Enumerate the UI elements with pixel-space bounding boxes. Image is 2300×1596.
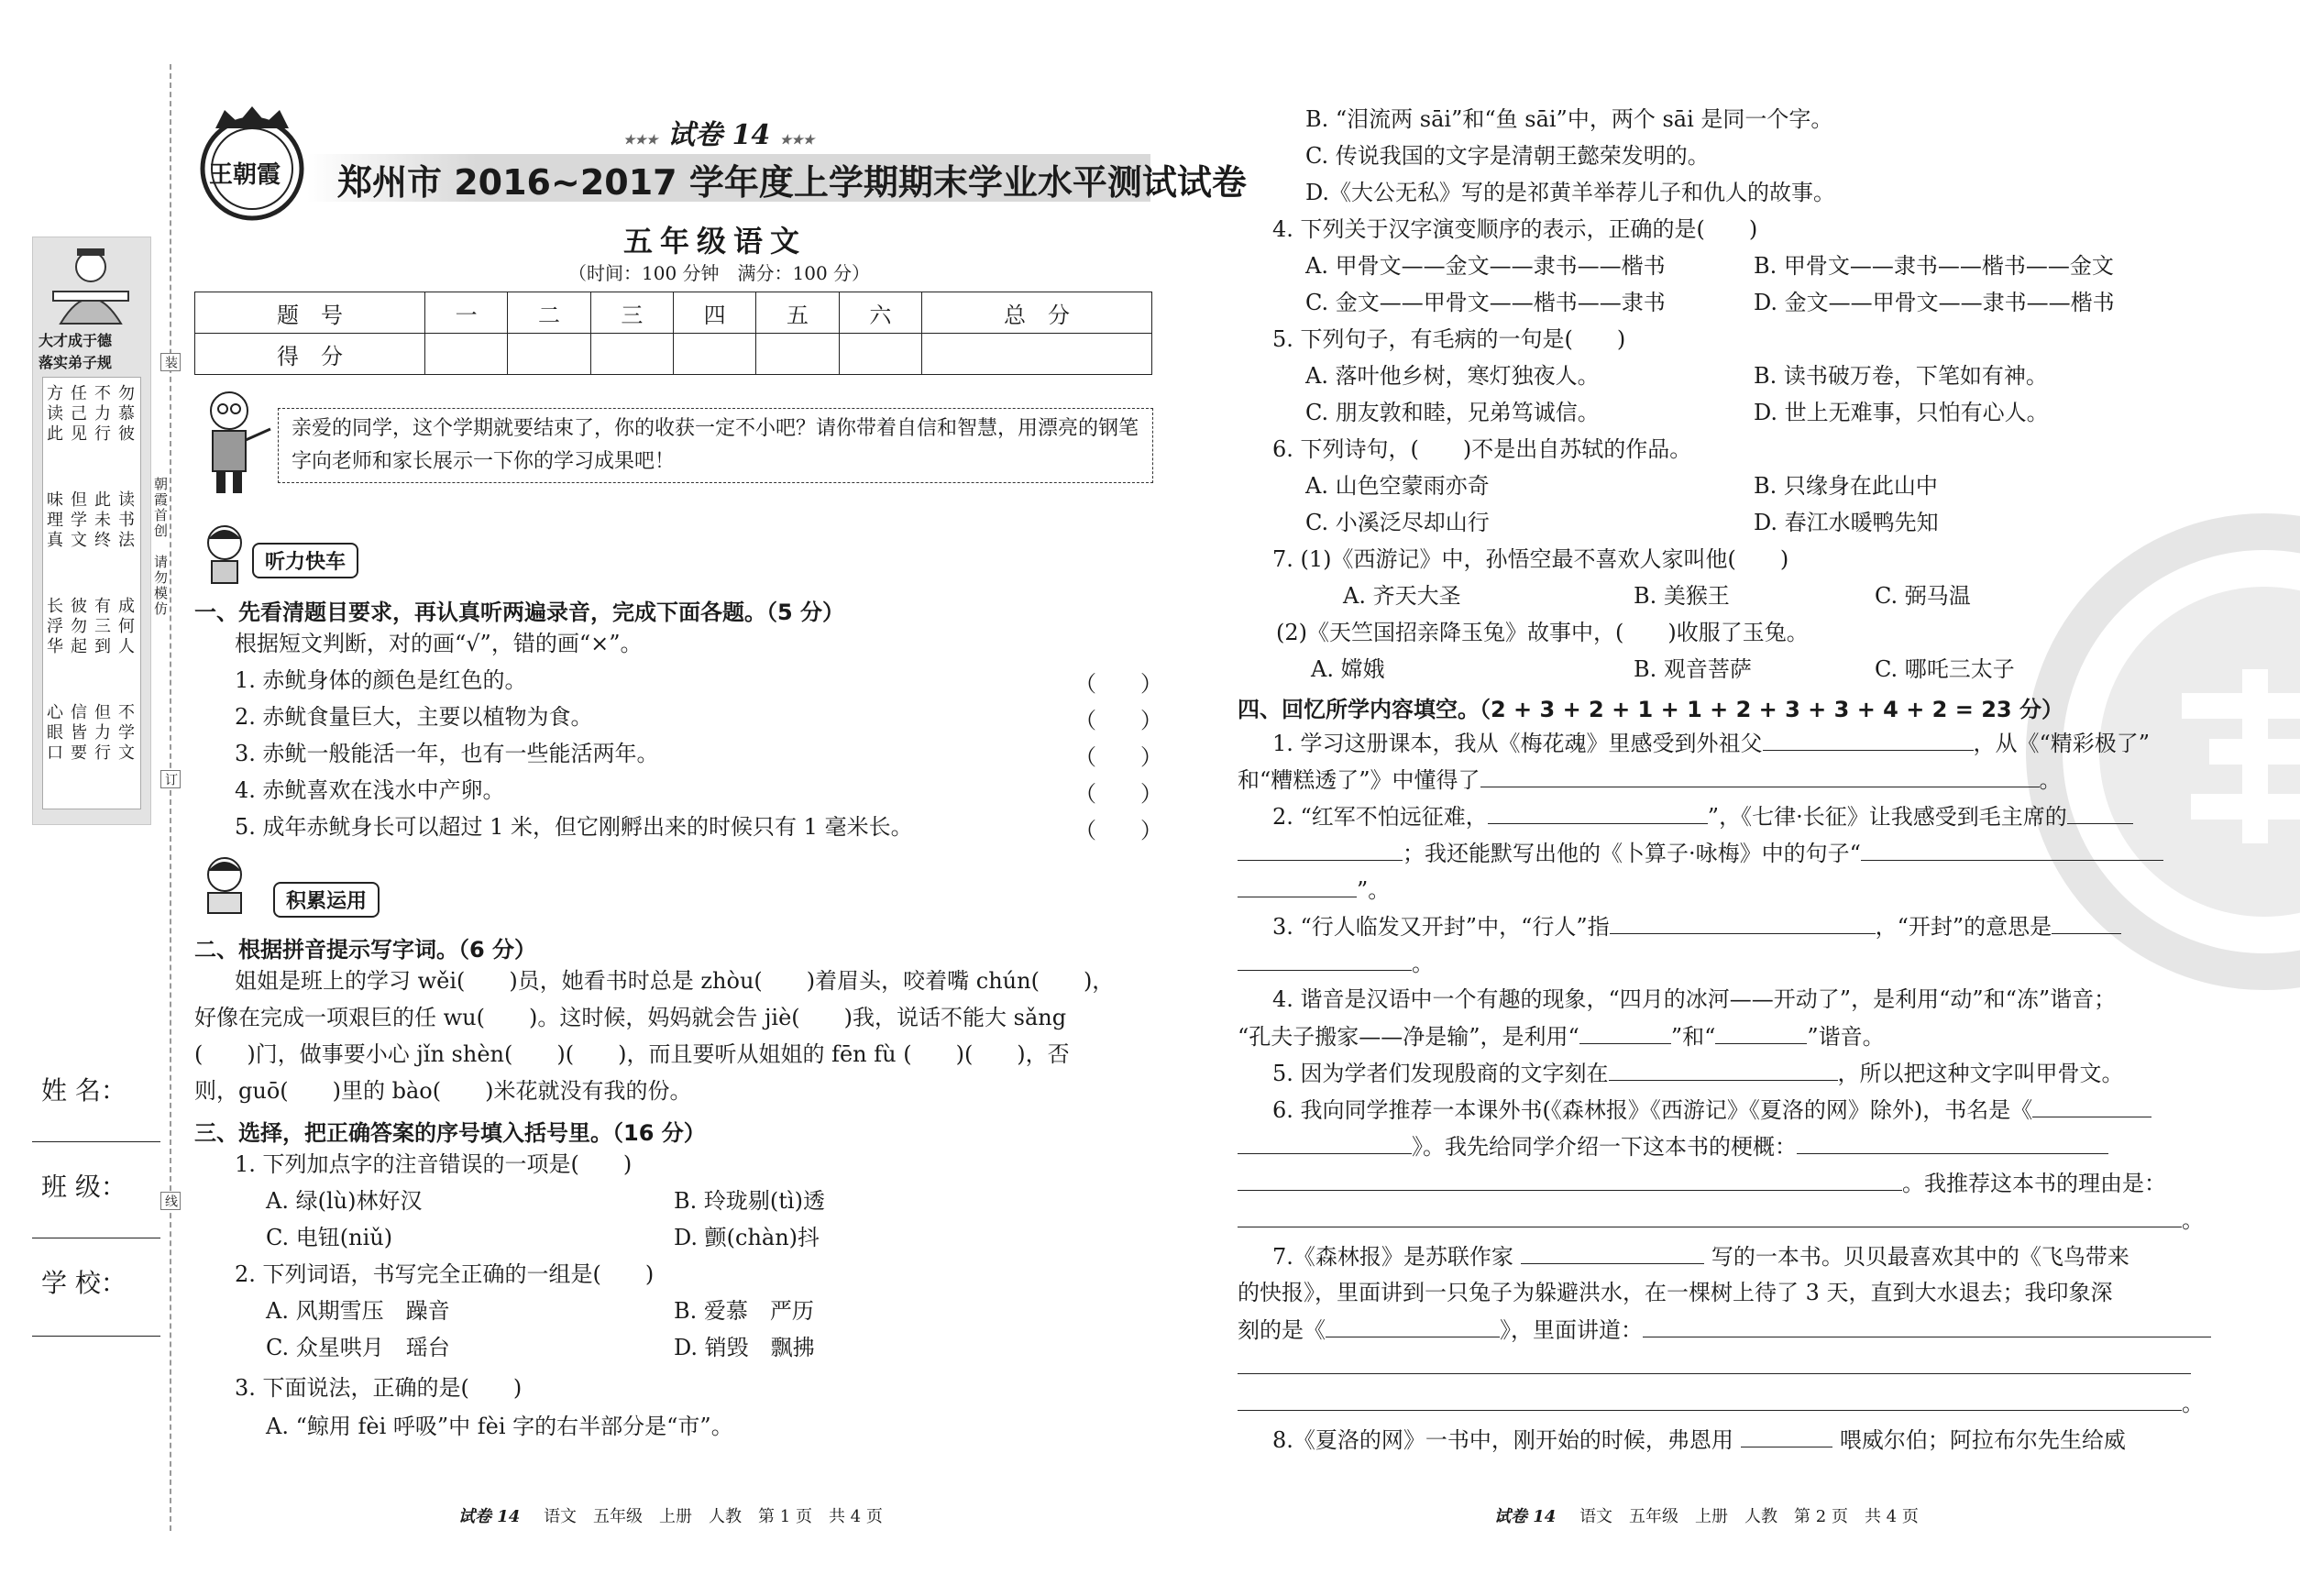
q-text: 8.《夏洛的网》一书中，刚开始的时候，弗恩用 [1272,1427,1733,1453]
answer-blank[interactable] [1521,1241,1704,1264]
score-header-cell: 五 [756,292,839,334]
option: C. 小溪泛尽却山行 [1305,510,1490,535]
motto-column: 任己见 [71,384,87,444]
q-text: 喂威尔伯；阿拉布尔先生给威 [1839,1427,2126,1453]
listening-tag: 听力快车 [252,543,358,578]
answer-blank[interactable] [1861,838,2163,861]
q-text: “孔夫子搬家——净是输”，是利用“ [1238,1024,1579,1050]
answer-blank[interactable] [1238,1131,1412,1154]
series-badge [623,112,814,152]
q-text: 和“糟糕透了”》中懂得了 [1238,767,1480,793]
side-note: 朝霞首创 请勿模仿 [152,477,169,617]
sec4-q2-line [1272,801,2133,831]
answer-paren[interactable]: （ ） [1074,818,1162,843]
option: B. 玲珑剔(tì)透 [674,1188,825,1214]
option: B. 只缘身在此山中 [1754,473,1938,499]
binding-mark: 装 [160,353,181,371]
score-cell[interactable] [839,334,921,375]
option: A. 风期雪压 躁音 [266,1298,450,1324]
answer-blank[interactable] [2032,1095,2151,1117]
answer-paren[interactable]: （ ） [1074,744,1162,770]
motto-column: 心眼口 [47,703,63,763]
sec4-q7-line: 的快报》，里面讲到一只兔子为躲避洪水，在一棵树上待了 3 天，直到大水退去；我印象深 [1238,1280,2113,1305]
answer-blank[interactable] [1610,911,1876,934]
boy-listening-icon [197,521,252,585]
motto-column: 但学文 [71,490,87,550]
motto-column: 不学文 [118,703,135,763]
option: D. 世上无难事，只怕有心人。 [1754,400,2049,425]
q-text: 5. 因为学者们发现殷商的文字刻在 [1272,1061,1609,1086]
option: B. 观音菩萨 [1634,656,1752,682]
exam-title: 郑州市 2016~2017 学年度上学期期末学业水平测试试卷 [337,162,1247,203]
answer-blank[interactable] [1238,1388,2182,1411]
motto-top-1: 大才成于德 [39,332,113,349]
score-cell[interactable] [508,334,590,375]
sidebar-motto-box [32,237,151,825]
sec3-q2: 2. 下列词语，书写完全正确的一组是( ) [235,1261,655,1287]
sec4-q5-line [1272,1058,2124,1088]
option: C. 传说我国的文字是清朝王懿荣发明的。 [1305,143,1710,169]
option: A. 山色空蒙雨亦奇 [1305,473,1490,499]
q-text: 》，里面讲道： [1500,1317,1643,1343]
intro-box: 亲爱的同学，这个学期就要结束了，你的收获一定不小吧？请你带着自信和智慧，用漂亮的钢笔字向老师和家长展示一下你的学习成果吧！ [278,408,1153,483]
q-text: 刻的是《 [1238,1317,1326,1343]
name-label: 姓 名： [41,1075,127,1106]
motto-column: 信皆要 [71,703,87,763]
sec3-title: 三、选择，把正确答案的序号填入括号里。（16 分） [194,1120,706,1146]
sec1-title: 一、先看清题目要求，再认真听两遍录音，完成下面各题。（5 分） [194,600,845,625]
answer-blank[interactable] [1238,838,1403,861]
judge-item: 1. 赤鱿身体的颜色是红色的。 [235,667,527,693]
q-text: ，所以把这种文字叫甲骨文。 [1837,1061,2124,1086]
name-field[interactable] [32,1141,160,1142]
sec4-q4-line [1238,1021,1885,1051]
motto-column: 但力行 [94,703,111,763]
footer-left [458,1503,883,1527]
answer-blank[interactable] [1238,948,1412,971]
answer-blank[interactable] [1715,1021,1807,1044]
answer-blank[interactable] [1609,1058,1838,1081]
q-text: ；我还能默写出他的《卜算子·咏梅》中的句子“ [1403,841,1861,866]
answer-blank[interactable] [1488,801,1708,824]
answer-blank[interactable] [1480,765,2040,787]
sec2-title: 二、根据拼音提示写字词。（6 分） [194,937,537,963]
judge-item: 5. 成年赤鱿身长可以超过 1 米，但它刚孵出来的时候只有 1 毫米长。 [235,814,913,840]
option: C. 朋友敦和睦，兄弟笃诚信。 [1305,400,1600,425]
option: C. 众星哄月 瑶台 [266,1335,450,1360]
answer-line[interactable] [1238,1373,2191,1374]
sec4-q7-line [1238,1315,2211,1345]
motto-column: 彼勿起 [71,597,87,656]
sec4-q3-line [1272,911,2121,941]
motto-column: 不力行 [94,384,111,444]
option: A. “鲸用 fèi 呼吸”中 fèi 字的右半部分是“市”。 [266,1414,733,1439]
answer-blank[interactable] [2052,911,2121,934]
score-header-cell: 总 分 [922,292,1152,334]
motto-column: 勿慕彼 [118,384,135,444]
period-mark: 。 [2182,1207,2204,1233]
option: A. 齐天大圣 [1343,583,1461,609]
answer-blank[interactable] [1579,1021,1671,1044]
option: A. 落叶他乡树，寒灯独夜人。 [1305,363,1600,389]
q-text: 3. “行人临发又开封”中，“行人”指 [1272,914,1610,940]
q-text: 写的一本书。贝贝最喜欢其中的《飞鸟带来 [1711,1244,2129,1270]
sec4-q7-line [1272,1241,2129,1271]
sec4-q6-line [1238,1205,2204,1235]
option: D. 金文——甲骨文——隶书——楷书 [1754,290,2115,315]
option: B. “泪流两 sāi”和“鱼 sāi”中，两个 sāi 是同一个字。 [1305,106,1833,132]
accumulate-tag: 积累运用 [273,882,380,918]
footer-series: 试卷 14 [458,1507,521,1526]
q-text: 1. 学习这册课本，我从《梅花魂》里感受到外祖父 [1272,731,1763,756]
answer-paren[interactable]: （ ） [1074,671,1162,697]
period-mark: 。 [2039,767,2062,793]
boy-reading-icon [197,853,252,917]
binding-line [170,64,171,1531]
sec4-q3-line [1238,948,1434,978]
option: B. 爱慕 严历 [674,1298,814,1324]
sec4-q1-line [1238,765,2062,795]
answer-blank[interactable] [1238,875,1357,897]
teacher-figure-icon [193,385,275,495]
star-icon: ★★★ [779,133,815,148]
period-mark: 。 [1412,951,1434,976]
answer-blank[interactable] [2067,801,2133,824]
score-header-cell: 二 [508,292,590,334]
binding-mark: 订 [160,770,181,788]
binding-mark: 线 [160,1192,181,1210]
score-cell[interactable] [424,334,507,375]
sec4-q6-line [1238,1131,2108,1161]
q-text: ”和“ [1670,1024,1716,1050]
answer-blank[interactable] [1643,1315,2211,1337]
sec2-line: 则，guō( )里的 bào( )米花就没有我的份。 [194,1078,692,1104]
footer-right [1494,1503,1919,1527]
judge-item: 2. 赤鱿食量巨大，主要以植物为食。 [235,704,593,730]
period-mark: 。 [2182,1391,2204,1416]
subject-title: 五年级语文 [623,224,808,259]
q-text: ，“开封”的意思是 [1875,914,2052,940]
motto-column: 成何人 [118,597,135,656]
sec4-q7-line [1238,1388,2204,1418]
answer-blank[interactable] [1326,1315,1500,1337]
score-cell[interactable] [756,334,839,375]
sec3-q7b: (2)《天竺国招亲降玉兔》故事中，( )收服了玉兔。 [1276,620,1809,645]
footer-info: 语文 五年级 上册 人教 第 1 页 共 4 页 [544,1507,883,1526]
score-header-cell: 四 [673,292,755,334]
q-text: 2. “红军不怕远征难， [1272,804,1488,830]
sec3-q5: 5. 下列句子，有毛病的一句是( ) [1272,326,1626,352]
judge-item: 4. 赤鱿喜欢在浅水中产卵。 [235,777,505,803]
class-label: 班 级： [41,1172,127,1202]
score-header-cell: 一 [424,292,507,334]
answer-blank[interactable] [1238,1205,2182,1227]
sec4-q6-line [1238,1168,2166,1198]
sec3-q1: 1. 下列加点字的注音错误的一项是( ) [235,1151,633,1177]
answer-blank[interactable] [1797,1131,2108,1154]
score-cell[interactable] [922,334,1152,375]
answer-blank[interactable] [1238,1168,1902,1191]
score-cell[interactable] [673,334,755,375]
option: B. 甲骨文——隶书——楷书——金文 [1754,253,2114,279]
motto-column: 方读此 [47,384,63,444]
q-text: ”谐音。 [1807,1024,1885,1050]
score-row-label: 得 分 [195,334,425,375]
option: D. 颤(chàn)抖 [674,1225,820,1250]
logo-text: 王朝霞 [209,161,281,189]
motto-column: 味理真 [47,490,63,550]
sec1-instruction: 根据短文判断，对的画“√”，错的画“×”。 [235,631,643,656]
sec3-q6: 6. 下列诗句，( )不是出自苏轼的作品。 [1272,436,1692,462]
q-text: 。我推荐这本书的理由是： [1902,1171,2166,1196]
answer-blank[interactable] [1741,1425,1832,1447]
sec4-q4-line: 4. 谐音是汉语中一个有趣的现象，“四月的冰河——开动了”，是利用“动”和“冻”谐音； [1272,986,2117,1012]
score-row [195,334,1152,375]
option: B. 美猴王 [1634,583,1730,609]
answer-paren[interactable]: （ ） [1074,708,1162,733]
footer-series: 试卷 14 [1494,1507,1557,1526]
sec4-q6-line [1272,1095,2151,1125]
option: D. 销毁 飘拂 [674,1335,815,1360]
option: C. 金文——甲骨文——楷书——隶书 [1305,290,1666,315]
option: A. 绿(lù)林好汉 [266,1188,423,1214]
footer-info: 语文 五年级 上册 人教 第 2 页 共 4 页 [1579,1507,1919,1526]
option: A. 嫦娥 [1311,656,1385,682]
option: C. 弼马温 [1875,583,1971,609]
score-header-cell: 题 号 [195,292,425,334]
school-label: 学 校： [41,1268,127,1298]
option: A. 甲骨文——金文——隶书——楷书 [1305,253,1666,279]
answer-paren[interactable]: （ ） [1074,781,1162,807]
scholar-figure-icon [33,241,149,328]
motto-top-2: 落实弟子规 [39,354,113,371]
motto-column: 长浮华 [47,597,63,656]
motto-column: 此未终 [94,490,111,550]
sec2-line: 好像在完成一项艰巨的任 wu( )。这时候，妈妈就会告 jiè( )我，说话不能大 sǎng [194,1005,1067,1030]
motto-column: 读书法 [118,490,135,550]
sec4-q8-line [1272,1425,2126,1455]
option: B. 读书破万卷，下笔如有神。 [1754,363,2048,389]
sec2-line: 姐姐是班上的学习 wěi( )员，她看书时总是 zhòu( )着眉头，咬着嘴 chún( )， [235,968,1115,994]
sec3-q4: 4. 下列关于汉字演变顺序的表示，正确的是( ) [1272,216,1758,242]
option: D. 春江水暖鸭先知 [1754,510,1939,535]
q-text: ，从《“精彩极了” [1973,731,2151,756]
answer-blank[interactable] [1763,728,1974,751]
q-text: 》。我先给同学介绍一下这本书的梗概： [1412,1134,1797,1160]
option: D.《大公无私》写的是祁黄羊举荐儿子和仇人的故事。 [1305,180,1836,205]
q-text: ”，《七律·长征》让我感受到毛主席的 [1707,804,2067,830]
score-cell[interactable] [590,334,673,375]
series-label: 试卷 14 [667,119,771,151]
option: C. 哪吒三太子 [1875,656,2015,682]
q-text: 7.《森林报》是苏联作家 [1272,1244,1513,1270]
sec4-title: 四、回忆所学内容填空。（2 + 3 + 2 + 1 + 1 + 2 + 3 + 3 + 4 + 2 = 23 分） [1238,697,2063,722]
sec3-q3: 3. 下面说法，正确的是( ) [235,1375,523,1401]
school-field[interactable] [32,1336,160,1337]
motto-column: 有三到 [94,597,111,656]
score-header-cell: 三 [590,292,673,334]
q-text: 6. 我向同学推荐一本课外书(《森林报》《西游记》《夏洛的网》除外)，书名是《 [1272,1097,2033,1123]
score-header-cell: 六 [839,292,921,334]
sec2-line: ( )门，做事要小心 jǐn shèn( )( )，而且要听从姐姐的 fēn fù ( )( )，否 [194,1041,1070,1067]
score-header-row [195,292,1152,334]
time-info: （时间：100 分钟 满分：100 分） [568,262,871,284]
option: C. 电钮(niǔ) [266,1225,393,1250]
sec4-q1-line [1272,728,2150,758]
sec4-q2-line [1238,875,1390,905]
sec3-q7a: 7. (1)《西游记》中，孙悟空最不喜欢人家叫他( ) [1272,546,1789,572]
score-table [194,292,1152,375]
q-text: ”。 [1357,877,1391,903]
star-icon: ★★★ [623,133,658,148]
sec4-q2-line [1238,838,2163,868]
judge-item: 3. 赤鱿一般能活一年，也有一些能活两年。 [235,741,659,766]
